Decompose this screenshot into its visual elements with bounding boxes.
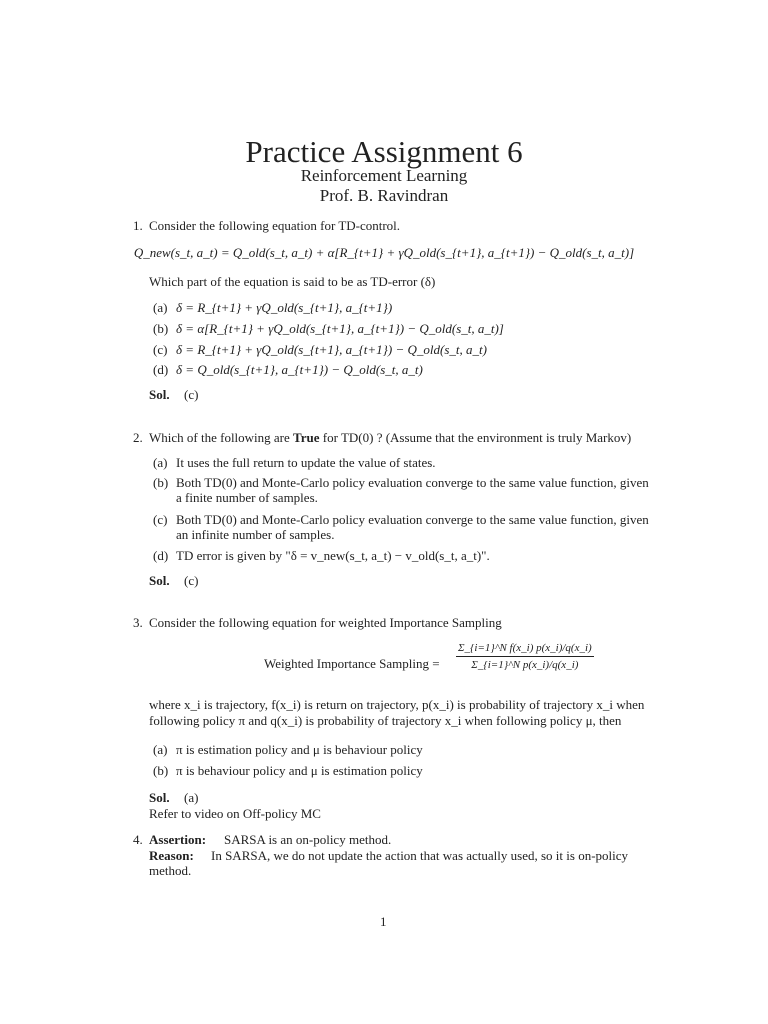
solution-label: Sol.	[149, 573, 170, 588]
assertion-label: Assertion:	[149, 832, 207, 847]
fraction	[456, 640, 594, 673]
page-number: 1	[380, 914, 387, 929]
instructor-name: Prof. B. Ravindran	[319, 186, 449, 205]
option-text: δ = Q_old(s_{t+1}, a_{t+1}) − Q_old(s_t, a_t)	[176, 362, 423, 377]
document-title: Practice Assignment 6	[245, 134, 523, 169]
option-label: (a)	[153, 742, 168, 757]
option-label: (b)	[153, 763, 169, 778]
solution-answer: (c)	[184, 573, 199, 588]
option-label: (c)	[153, 512, 168, 527]
option-text: It uses the full return to update the value of states.	[176, 455, 436, 470]
question-3-number: 3.	[133, 615, 143, 630]
option-text-line1: Both TD(0) and Monte-Carlo policy evaluation converge to the same value function, given	[176, 475, 649, 490]
option-label: (a)	[153, 300, 168, 315]
option-text: δ = α[R_{t+1} + γQ_old(s_{t+1}, a_{t+1}) − Q_old(s_t, a_t)]	[176, 321, 504, 336]
option-text: π is estimation policy and μ is behaviour policy	[176, 742, 423, 757]
question-1-equation: Q_new(s_t, a_t) = Q_old(s_t, a_t) + α[R_{t+1} + γQ_old(s_{t+1}, a_{t+1}) − Q_old(s_t, a_t)]	[133, 245, 635, 260]
question-2-text-pre: Which of the following are	[149, 430, 290, 445]
solution-answer: (c)	[184, 387, 199, 402]
option-text: δ = R_{t+1} + γQ_old(s_{t+1}, a_{t+1})	[176, 300, 393, 315]
reason-text-line1: In SARSA, we do not update the action that was actually used, so it is on-policy	[211, 848, 629, 863]
reason-text-line2: method.	[149, 863, 192, 878]
question-2-text	[149, 430, 631, 446]
fraction-numerator: Σ_{i=1}^N f(x_i) p(x_i)/q(x_i)	[456, 640, 594, 657]
question-1-number: 1.	[133, 218, 143, 233]
solution-answer: (a)	[184, 790, 199, 805]
solution-label: Sol.	[149, 790, 170, 805]
question-3-where-line2: following policy π and q(x_i) is probability of trajectory x_i when following policy μ, then	[149, 713, 622, 728]
weighted-is-label: Weighted Importance Sampling =	[264, 656, 440, 671]
option-text-line2: a finite number of samples.	[176, 490, 318, 505]
option-text-line1: Both TD(0) and Monte-Carlo policy evaluation converge to the same value function, given	[176, 512, 649, 527]
question-4-number: 4.	[133, 832, 143, 847]
question-2-text-post: for TD(0) ? (Assume that the environment is truly Markov)	[322, 430, 632, 445]
option-text: π is behaviour policy and μ is estimation policy	[176, 763, 423, 778]
question-1-text: Consider the following equation for TD-control.	[149, 218, 401, 233]
reason-label: Reason:	[149, 848, 194, 863]
option-label: (b)	[153, 321, 169, 336]
question-3-where-line1: where x_i is trajectory, f(x_i) is return on trajectory, p(x_i) is probability of trajectory x_i when	[149, 697, 645, 712]
option-text: TD error is given by "δ = v_new(s_t, a_t) − v_old(s_t, a_t)".	[176, 548, 490, 563]
solution-label: Sol.	[149, 387, 170, 402]
option-label: (d)	[153, 548, 169, 563]
option-text-line2: an infinite number of samples.	[176, 527, 335, 542]
option-text: δ = R_{t+1} + γQ_old(s_{t+1}, a_{t+1}) − Q_old(s_t, a_t)	[176, 342, 487, 357]
weighted-is-fraction	[456, 640, 594, 673]
course-name: Reinforcement Learning	[300, 166, 468, 185]
question-3-text: Consider the following equation for weighted Importance Sampling	[149, 615, 502, 630]
option-label: (a)	[153, 455, 168, 470]
assertion-text: SARSA is an on-policy method.	[224, 832, 392, 847]
question-2-text-bold: True	[293, 430, 320, 445]
question-1-prompt: Which part of the equation is said to be as TD-error (δ)	[149, 274, 436, 289]
option-label: (c)	[153, 342, 168, 357]
option-label: (d)	[153, 362, 169, 377]
option-label: (b)	[153, 475, 169, 490]
fraction-denominator: Σ_{i=1}^N p(x_i)/q(x_i)	[471, 659, 579, 671]
solution-note: Refer to video on Off-policy MC	[149, 806, 321, 821]
question-2-number: 2.	[133, 430, 143, 445]
